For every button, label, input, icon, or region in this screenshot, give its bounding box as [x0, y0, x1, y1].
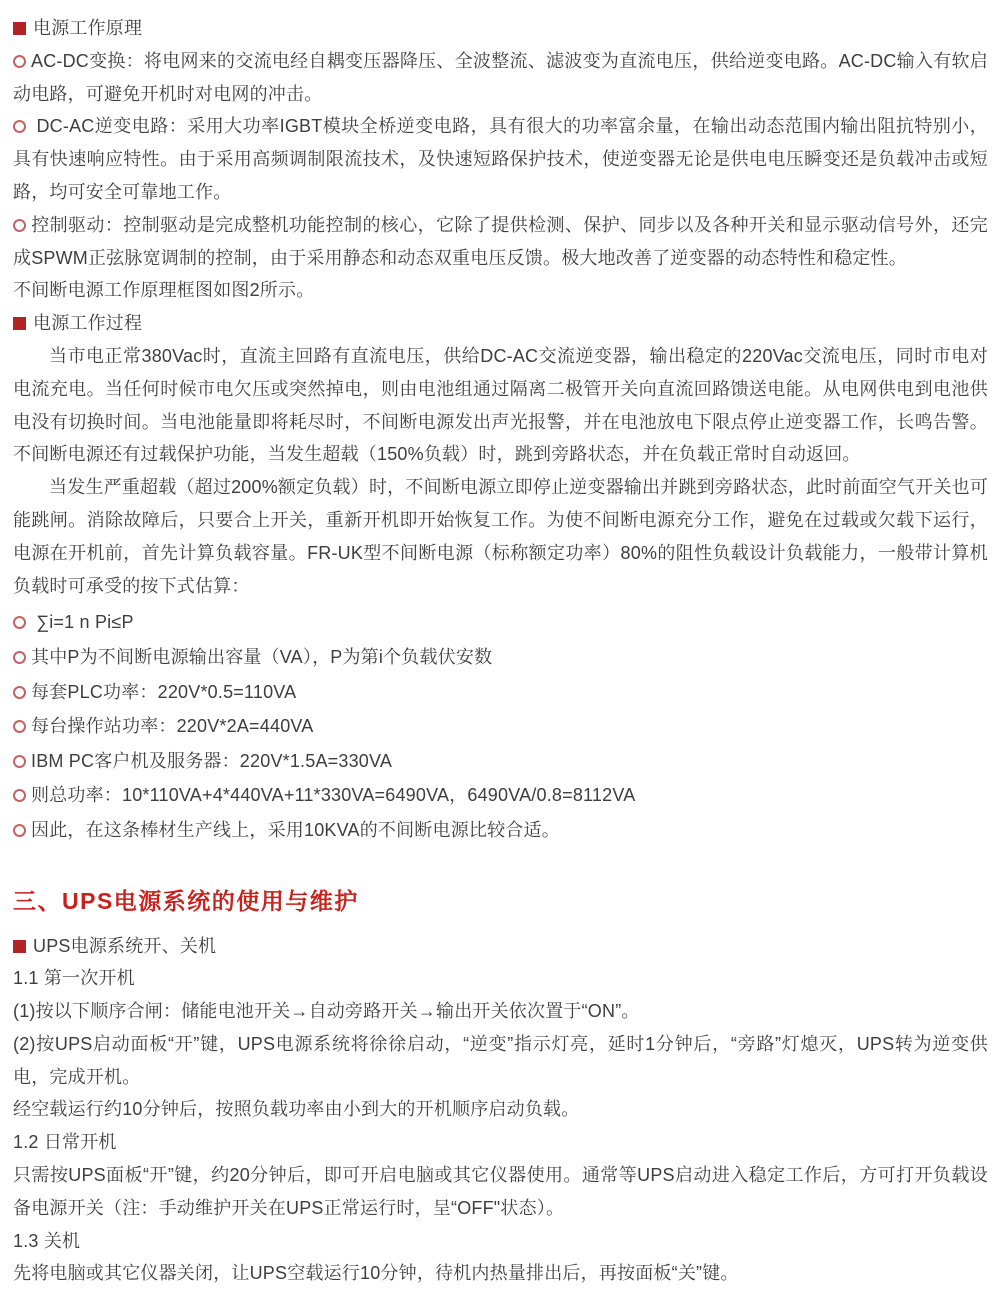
list-item-text: 则总功率：10*110VA+4*440VA+11*330VA=6490VA，6490VA/0.8=8112VA [31, 785, 636, 806]
list-item-text: 因此，在这条棒材生产线上，采用10KVA的不间断电源比较合适。 [31, 819, 560, 840]
bullet-list-item [13, 605, 988, 640]
circle-bullet-icon [13, 720, 26, 733]
bullet-list-item [13, 675, 988, 710]
list-item-text: 每套PLC功率：220V*0.5=110VA [31, 681, 297, 702]
list-item-text: ∑i=1 n Pi≤P [31, 612, 134, 633]
bullet-list-item [13, 778, 988, 813]
list-item-text: IBM PC客户机及服务器：220V*1.5A=330VA [31, 750, 393, 771]
list-item-text: 每台操作站功率：220V*2A=440VA [31, 716, 314, 737]
text-line: (1)按以下顺序合闸：储能电池开关→自动旁路开关→输出开关依次置于“ON”。 [13, 1001, 640, 1022]
text-line: (2)按UPS启动面板“开”键，UPS电源系统将徐徐启动，“逆变”指示灯亮，延时1分钟后，“旁路”灯熄灭，UPS转为逆变供电，完成开机。 [13, 1033, 988, 1087]
text-line: 1.2 日常开机 [13, 1132, 117, 1153]
circle-bullet-icon [13, 824, 26, 837]
circle-bullet-icon [13, 789, 26, 802]
bullet-list-item [13, 110, 988, 208]
section-header [13, 12, 988, 45]
list-item-text: 控制驱动：控制驱动是完成整机功能控制的核心，它除了提供检测、保护、同步以及各种开关和显示驱动信号外，还完成SPWM正弦脉宽调制的控制，由于采用静态和动态双重电压反馈。极大地改善了逆变器的动态特性和稳定性。 [13, 214, 988, 268]
bullet-list-item [13, 813, 988, 848]
chapter-heading: 三、UPS电源系统的使用与维护 [13, 887, 359, 914]
square-bullet-icon [13, 317, 26, 330]
bullet-list-item [13, 709, 988, 744]
section-header [13, 930, 988, 963]
section-header [13, 307, 988, 340]
circle-bullet-icon [13, 686, 26, 699]
paragraph: 当发生严重超载（超过200%额定负载）时，不间断电源立即停止逆变器输出并跳到旁路状态，此时前面空气开关也可能跳闸。消除故障后，只要合上开关，重新开机即开始恢复工作。为使不间断电源充分工作，避免在过载或欠载下运行，电源在开机前，首先计算负载容量。FR-UK型不间断电源（标称额定功率）80%的阻性负载设计负载能力，一般带计算机负载时可承受的按下式估算： [13, 477, 988, 596]
circle-bullet-icon [13, 120, 26, 133]
square-bullet-icon [13, 22, 26, 35]
text-line: 先将电脑或其它仪器关闭，让UPS空载运行10分钟，待机内热量排出后，再按面板“关”键。 [13, 1263, 739, 1284]
circle-bullet-icon [13, 651, 26, 664]
text-line: 只需按UPS面板“开”键，约20分钟后，即可开启电脑或其它仪器使用。通常等UPS启动进入稳定工作后，方可打开负载设备电源开关（注：手动维护开关在UPS正常运行时，呈“OFF"状态）。 [13, 1165, 988, 1218]
square-bullet-icon [13, 940, 26, 953]
text-line: 不间断电源工作原理框图如图2所示。 [13, 280, 315, 301]
text-line: 1.3 关机 [13, 1230, 81, 1251]
paragraph: 当市电正常380Vac时，直流主回路有直流电压，供给DC-AC交流逆变器，输出稳定的220Vac交流电压，同时市电对电流充电。当任何时候市电欠压或突然掉电，则由电池组通过隔离二极管开关向直流回路馈送电能。从电网供电到电池供电没有切换时间。当电池能量即将耗尽时，不间断电源发出声光报警，并在电池放电下限点停止逆变器工作，长鸣告警。不间断电源还有过载保护功能，当发生超载（150%负载）时，跳到旁路状态，并在负载正常时自动返回。 [13, 345, 988, 465]
circle-bullet-icon [13, 55, 26, 68]
circle-bullet-icon [13, 755, 26, 768]
list-item-text: 其中P为不间断电源输出容量（VA），P为第i个负载伏安数 [31, 646, 493, 667]
circle-bullet-icon [13, 616, 26, 629]
text-line: 1.1 第一次开机 [13, 968, 135, 989]
list-item-text: AC-DC变换：将电网来的交流电经自耦变压器降压、全波整流、滤波变为直流电压，供给逆变电路。AC-DC输入有软启动电路，可避免开机时对电网的冲击。 [13, 50, 988, 104]
bullet-list-item [13, 640, 988, 675]
bullet-list-item [13, 45, 988, 111]
circle-bullet-icon [13, 219, 26, 232]
text-line: 经空载运行约10分钟后，按照负载功率由小到大的开机顺序启动负载。 [13, 1099, 580, 1120]
section-header-text: UPS电源系统开、关机 [33, 935, 217, 956]
section-header-text: 电源工作过程 [33, 313, 143, 334]
bullet-list-item [13, 209, 988, 275]
section-header-text: 电源工作原理 [33, 18, 143, 38]
list-item-text: DC-AC逆变电路：采用大功率IGBT模块全桥逆变电路，具有很大的功率富余量，在输出动态范围内输出阻抗特别小，具有快速响应特性。由于采用高频调制限流技术，及快速短路保护技术，使逆变器无论是供电电压瞬变还是负载冲击或短路，均可安全可靠地工作。 [13, 116, 988, 202]
bullet-list-item [13, 744, 988, 779]
